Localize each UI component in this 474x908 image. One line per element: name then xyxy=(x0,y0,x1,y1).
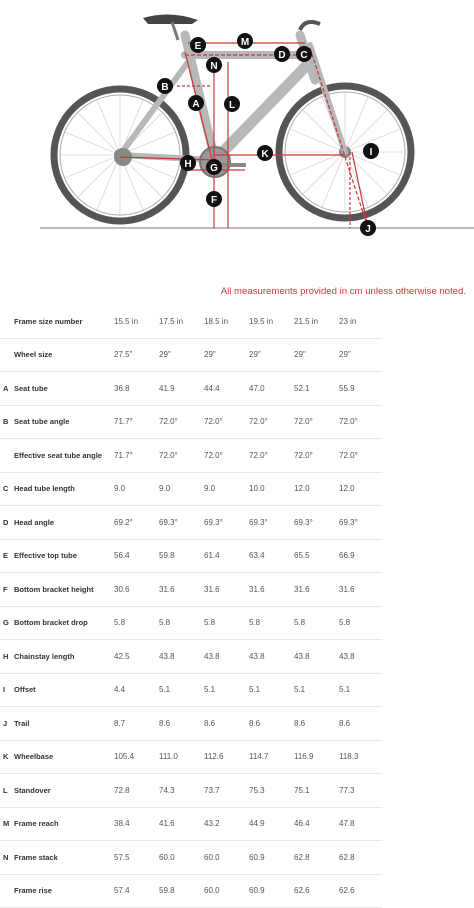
table-row xyxy=(0,338,382,372)
row-label: Frame rise xyxy=(14,874,112,908)
row-value: 43.2 xyxy=(202,807,247,841)
row-code: I xyxy=(0,673,14,707)
row-code: F xyxy=(0,573,14,607)
row-code: E xyxy=(0,539,14,573)
row-value: 9.0 xyxy=(157,472,202,506)
marker-a xyxy=(188,95,204,111)
row-label: Bottom bracket height xyxy=(14,573,112,607)
row-value: 9.0 xyxy=(112,472,157,506)
row-value: 8.6 xyxy=(202,707,247,741)
row-code xyxy=(0,338,14,372)
row-value: 62.6 xyxy=(337,874,382,908)
row-value: 72.8 xyxy=(112,774,157,808)
row-value: 8.6 xyxy=(157,707,202,741)
row-value: 8.6 xyxy=(337,707,382,741)
row-value: 55.9 xyxy=(337,372,382,406)
marker-k xyxy=(257,145,273,161)
row-code: K xyxy=(0,740,14,774)
row-value: 72.0° xyxy=(247,405,292,439)
marker-e xyxy=(190,37,206,53)
marker-i xyxy=(363,143,379,159)
row-value: 57.4 xyxy=(112,874,157,908)
row-value: 43.8 xyxy=(202,640,247,674)
row-value: 75.1 xyxy=(292,774,337,808)
table-row xyxy=(0,740,382,774)
svg-text:M: M xyxy=(240,37,250,48)
row-value: 4.4 xyxy=(112,673,157,707)
measurement-note: All measurements provided in cm unless otherwise noted. xyxy=(220,286,466,297)
row-value: 72.0° xyxy=(292,405,337,439)
row-value: 59.8 xyxy=(157,874,202,908)
row-code: B xyxy=(0,405,14,439)
svg-text:H: H xyxy=(184,159,192,170)
svg-text:B: B xyxy=(161,82,169,93)
row-value: 5.8 xyxy=(292,606,337,640)
svg-text:E: E xyxy=(194,41,202,52)
row-value: 29" xyxy=(202,338,247,372)
row-value: 72.0° xyxy=(337,405,382,439)
row-value: 72.0° xyxy=(202,405,247,439)
row-value: 5.8 xyxy=(337,606,382,640)
marker-f xyxy=(206,191,222,207)
row-value: 47.0 xyxy=(247,372,292,406)
row-value: 23 in xyxy=(337,305,382,338)
row-value: 5.8 xyxy=(202,606,247,640)
row-code: N xyxy=(0,841,14,875)
svg-text:F: F xyxy=(210,195,218,206)
row-label: Wheelbase xyxy=(14,740,112,774)
svg-text:K: K xyxy=(261,149,269,160)
row-label: Chainstay length xyxy=(14,640,112,674)
svg-text:A: A xyxy=(192,99,200,110)
row-value: 60.9 xyxy=(247,874,292,908)
row-value: 43.8 xyxy=(157,640,202,674)
row-code xyxy=(0,305,14,338)
row-label: Effective top tube xyxy=(14,539,112,573)
row-code: A xyxy=(0,372,14,406)
row-value: 29" xyxy=(292,338,337,372)
row-value: 12.0 xyxy=(337,472,382,506)
row-value: 43.8 xyxy=(337,640,382,674)
row-value: 38.4 xyxy=(112,807,157,841)
svg-text:D: D xyxy=(278,50,286,61)
row-value: 71.7° xyxy=(112,439,157,473)
row-value: 72.0° xyxy=(202,439,247,473)
table-row xyxy=(0,807,382,841)
row-value: 56.4 xyxy=(112,539,157,573)
row-value: 41.9 xyxy=(157,372,202,406)
row-value: 69.3° xyxy=(247,506,292,540)
row-value: 9.0 xyxy=(202,472,247,506)
row-value: 18.5 in xyxy=(202,305,247,338)
row-value: 43.8 xyxy=(292,640,337,674)
row-code: D xyxy=(0,506,14,540)
row-value: 60.0 xyxy=(202,841,247,875)
row-code xyxy=(0,874,14,908)
row-value: 29" xyxy=(247,338,292,372)
marker-l xyxy=(224,96,240,112)
row-label: Frame reach xyxy=(14,807,112,841)
table-row xyxy=(0,673,382,707)
row-value: 72.0° xyxy=(247,439,292,473)
svg-text:J: J xyxy=(365,224,371,235)
row-label: Standover xyxy=(14,774,112,808)
row-value: 8.6 xyxy=(292,707,337,741)
row-code: M xyxy=(0,807,14,841)
row-value: 73.7 xyxy=(202,774,247,808)
table-row xyxy=(0,841,382,875)
saddle xyxy=(143,14,198,24)
row-value: 57.5 xyxy=(112,841,157,875)
row-value: 5.1 xyxy=(337,673,382,707)
row-label: Wheel size xyxy=(14,338,112,372)
row-value: 114.7 xyxy=(247,740,292,774)
row-value: 72.0° xyxy=(157,405,202,439)
marker-d xyxy=(274,46,290,62)
table-row xyxy=(0,472,382,506)
row-value: 69.3° xyxy=(157,506,202,540)
row-value: 69.3° xyxy=(292,506,337,540)
row-value: 71.7° xyxy=(112,405,157,439)
row-value: 12.0 xyxy=(292,472,337,506)
row-label: Offset xyxy=(14,673,112,707)
row-label: Frame size number xyxy=(14,305,112,338)
row-value: 52.1 xyxy=(292,372,337,406)
row-value: 61.4 xyxy=(202,539,247,573)
row-label: Trail xyxy=(14,707,112,741)
row-value: 5.1 xyxy=(202,673,247,707)
svg-text:C: C xyxy=(300,50,308,61)
row-value: 8.6 xyxy=(247,707,292,741)
row-value: 75.3 xyxy=(247,774,292,808)
row-value: 74.3 xyxy=(157,774,202,808)
row-value: 5.8 xyxy=(157,606,202,640)
bike-geometry-diagram xyxy=(0,0,474,250)
table-row xyxy=(0,372,382,406)
table-row xyxy=(0,439,382,473)
row-value: 42.5 xyxy=(112,640,157,674)
row-value: 5.8 xyxy=(112,606,157,640)
row-code xyxy=(0,439,14,473)
marker-c xyxy=(296,46,312,62)
svg-text:G: G xyxy=(210,163,218,174)
row-value: 17.5 in xyxy=(157,305,202,338)
row-value: 30.6 xyxy=(112,573,157,607)
row-value: 15.5 in xyxy=(112,305,157,338)
marker-h xyxy=(180,155,196,171)
row-value: 63.4 xyxy=(247,539,292,573)
row-value: 59.8 xyxy=(157,539,202,573)
row-value: 72.0° xyxy=(292,439,337,473)
svg-text:L: L xyxy=(228,100,236,111)
row-label: Seat tube xyxy=(14,372,112,406)
row-value: 27.5" xyxy=(112,338,157,372)
row-value: 62.8 xyxy=(292,841,337,875)
row-label: Frame stack xyxy=(14,841,112,875)
row-value: 41.6 xyxy=(157,807,202,841)
marker-g xyxy=(206,159,222,175)
row-value: 31.6 xyxy=(292,573,337,607)
svg-text:N: N xyxy=(210,61,218,72)
svg-text:I: I xyxy=(369,147,373,158)
row-code: J xyxy=(0,707,14,741)
table-row xyxy=(0,305,382,338)
marker-b xyxy=(157,78,173,94)
table-row xyxy=(0,640,382,674)
handlebar xyxy=(300,22,320,30)
table-row xyxy=(0,774,382,808)
marker-n xyxy=(206,57,222,73)
table-row xyxy=(0,405,382,439)
row-value: 62.6 xyxy=(292,874,337,908)
row-value: 69.3° xyxy=(337,506,382,540)
row-value: 8.7 xyxy=(112,707,157,741)
row-value: 10.0 xyxy=(247,472,292,506)
row-code: C xyxy=(0,472,14,506)
row-value: 29" xyxy=(337,338,382,372)
row-value: 36.8 xyxy=(112,372,157,406)
table-row xyxy=(0,874,382,908)
row-value: 44.9 xyxy=(247,807,292,841)
row-value: 44.4 xyxy=(202,372,247,406)
row-label: Bottom bracket drop xyxy=(14,606,112,640)
row-value: 118.3 xyxy=(337,740,382,774)
row-value: 5.8 xyxy=(247,606,292,640)
row-value: 60.0 xyxy=(157,841,202,875)
row-value: 72.0° xyxy=(157,439,202,473)
row-value: 65.5 xyxy=(292,539,337,573)
row-value: 5.1 xyxy=(247,673,292,707)
row-value: 111.0 xyxy=(157,740,202,774)
marker-m xyxy=(237,33,253,49)
row-value: 29" xyxy=(157,338,202,372)
row-value: 47.8 xyxy=(337,807,382,841)
table-row xyxy=(0,539,382,573)
row-value: 66.9 xyxy=(337,539,382,573)
table-row xyxy=(0,506,382,540)
row-value: 46.4 xyxy=(292,807,337,841)
row-value: 31.6 xyxy=(247,573,292,607)
row-label: Seat tube angle xyxy=(14,405,112,439)
row-value: 72.0° xyxy=(337,439,382,473)
marker-j xyxy=(360,220,376,236)
row-value: 77.3 xyxy=(337,774,382,808)
row-value: 69.2° xyxy=(112,506,157,540)
geometry-table xyxy=(0,305,382,908)
row-code: L xyxy=(0,774,14,808)
row-value: 31.6 xyxy=(157,573,202,607)
row-value: 19.5 in xyxy=(247,305,292,338)
row-value: 60.0 xyxy=(202,874,247,908)
row-value: 43.8 xyxy=(247,640,292,674)
row-code: H xyxy=(0,640,14,674)
row-value: 116.9 xyxy=(292,740,337,774)
row-value: 31.6 xyxy=(337,573,382,607)
row-label: Head tube length xyxy=(14,472,112,506)
row-value: 105.4 xyxy=(112,740,157,774)
table-row xyxy=(0,606,382,640)
row-value: 5.1 xyxy=(157,673,202,707)
row-value: 60.9 xyxy=(247,841,292,875)
row-value: 69.3° xyxy=(202,506,247,540)
row-label: Head angle xyxy=(14,506,112,540)
row-value: 62.8 xyxy=(337,841,382,875)
table-row xyxy=(0,707,382,741)
row-value: 112.6 xyxy=(202,740,247,774)
row-label: Effective seat tube angle xyxy=(14,439,112,473)
table-row xyxy=(0,573,382,607)
row-value: 21.5 in xyxy=(292,305,337,338)
row-value: 5.1 xyxy=(292,673,337,707)
row-code: G xyxy=(0,606,14,640)
row-value: 31.6 xyxy=(202,573,247,607)
